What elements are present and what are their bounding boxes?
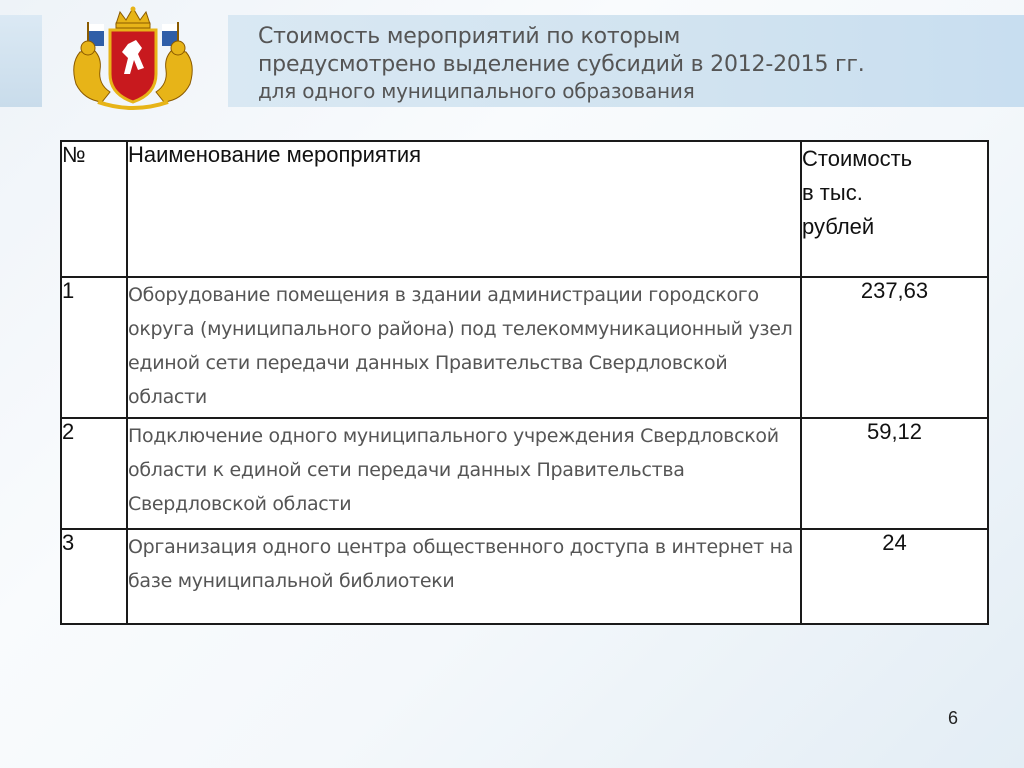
row-num: 1 <box>61 277 127 418</box>
title-line-3: для одного муниципального образования <box>258 79 695 103</box>
header-left-band <box>0 15 42 107</box>
coat-of-arms-icon <box>58 4 208 112</box>
table-row <box>61 418 988 529</box>
header-cost-line-3: рублей <box>802 214 875 239</box>
title-line-1: Стоимость мероприятий по которым <box>258 24 681 49</box>
header-cost-line-2: в тыс. <box>802 180 863 205</box>
slide-title <box>258 23 1008 103</box>
row-name: Оборудование помещения в здании администрации городского округа (муниципального района) под телекоммуникационный узел единой сети передачи данных Правительства Свердловской области <box>127 277 801 418</box>
row-name: Организация одного центра общественного доступа в интернет на базе муниципальной библиотеки <box>127 529 801 624</box>
table-header-row <box>61 141 988 277</box>
page-number: 6 <box>948 708 959 728</box>
row-cost: 59,12 <box>801 418 988 529</box>
row-num: 3 <box>61 529 127 624</box>
row-cost: 237,63 <box>801 277 988 418</box>
title-line-2: предусмотрено выделение субсидий в 2012-2015 гг. <box>258 52 865 77</box>
table-row <box>61 277 988 418</box>
header-num: № <box>61 141 127 277</box>
costs-table <box>60 140 989 625</box>
table-row <box>61 529 988 624</box>
row-cost: 24 <box>801 529 988 624</box>
header-name: Наименование мероприятия <box>127 141 801 277</box>
header-cost-line-1: Стоимость <box>802 146 913 171</box>
row-name: Подключение одного муниципального учреждения Свердловской области к единой сети передачи данных Правительства Свердловской области <box>127 418 801 529</box>
header-cost <box>801 141 988 277</box>
row-num: 2 <box>61 418 127 529</box>
